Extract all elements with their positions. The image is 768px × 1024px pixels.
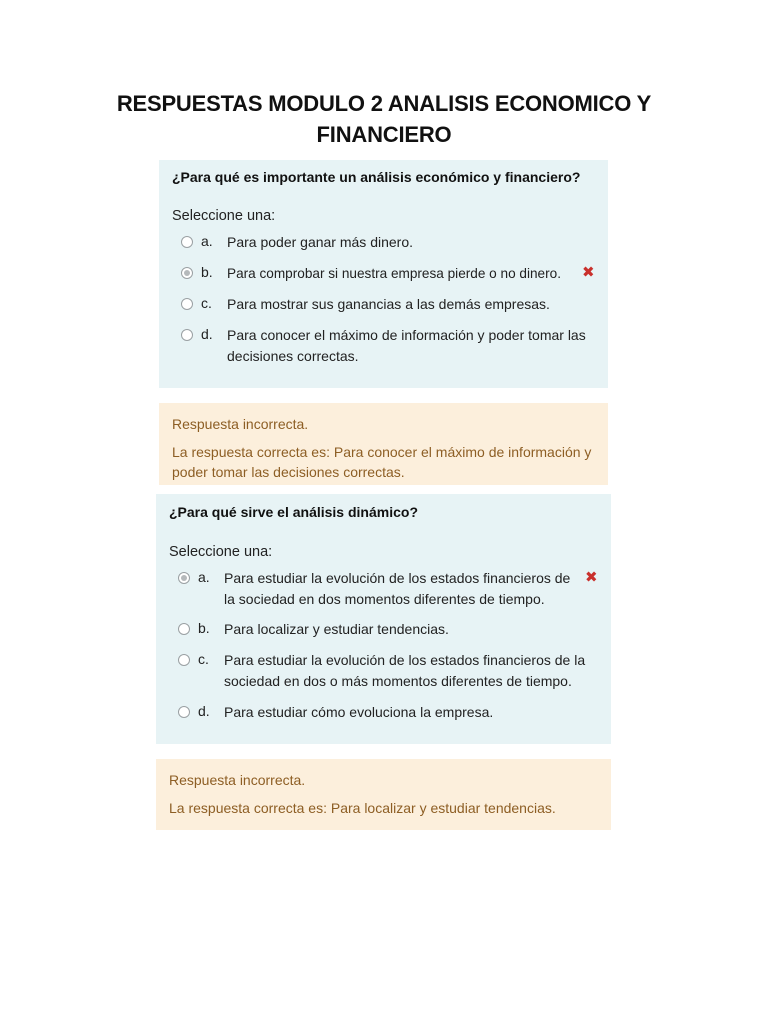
select-prompt: Seleccione una: — [172, 208, 276, 224]
option-letter: d. — [201, 326, 213, 342]
select-prompt: Seleccione una: — [169, 544, 273, 560]
radio-button[interactable] — [181, 329, 193, 341]
question-text: ¿Para qué sirve el análisis dinámico? — [169, 504, 418, 520]
option-letter: c. — [198, 651, 209, 667]
feedback-correct-answer: La respuesta correcta es: Para localizar y estudiar tendencias. — [169, 800, 556, 816]
option-c[interactable] — [156, 650, 611, 694]
radio-button[interactable] — [178, 706, 190, 718]
radio-button-selected[interactable] — [178, 572, 190, 584]
option-text: Para localizar y estudiar tendencias. — [224, 621, 449, 637]
option-b[interactable] — [156, 619, 611, 643]
feedback-correct-answer: La respuesta correcta es: Para conocer el máximo de información y poder tomar las decisiones correctas. — [172, 444, 592, 480]
radio-button[interactable] — [181, 236, 193, 248]
document-title: RESPUESTAS MODULO 2 ANALISIS ECONOMICO Y FINANCIERO — [116, 91, 652, 147]
option-c[interactable] — [159, 294, 608, 318]
question-2-box — [156, 494, 611, 744]
option-d[interactable] — [159, 325, 608, 369]
feedback-status: Respuesta incorrecta. — [169, 772, 306, 788]
incorrect-icon: ✖ — [582, 264, 595, 281]
option-text: Para estudiar la evolución de los estados financieros de la sociedad en dos momentos diferentes de tiempo. — [224, 570, 571, 607]
feedback-1-box — [159, 403, 608, 485]
radio-button[interactable] — [178, 654, 190, 666]
option-letter: d. — [198, 703, 210, 719]
option-a[interactable] — [156, 568, 611, 612]
feedback-status: Respuesta incorrecta. — [172, 416, 309, 432]
option-a[interactable] — [159, 232, 608, 256]
question-text: ¿Para qué es importante un análisis económico y financiero? — [172, 169, 581, 185]
option-letter: a. — [201, 233, 213, 249]
radio-button[interactable] — [181, 298, 193, 310]
option-letter: b. — [201, 264, 213, 280]
option-text: Para estudiar cómo evoluciona la empresa. — [224, 704, 494, 720]
radio-button[interactable] — [178, 623, 190, 635]
option-letter: c. — [201, 295, 212, 311]
question-1-box — [159, 160, 608, 388]
feedback-2-box — [156, 759, 611, 830]
option-letter: a. — [198, 569, 210, 585]
option-d[interactable] — [156, 702, 611, 726]
option-text: Para mostrar sus ganancias a las demás empresas. — [227, 296, 550, 312]
option-text: Para poder ganar más dinero. — [227, 234, 413, 250]
option-text: Para estudiar la evolución de los estados financieros de la sociedad en dos o más momentos diferentes de tiempo. — [224, 652, 586, 689]
incorrect-icon: ✖ — [585, 569, 598, 586]
option-text: Para conocer el máximo de información y poder tomar las decisiones correctas. — [227, 327, 586, 364]
option-letter: b. — [198, 620, 210, 636]
option-text: Para comprobar si nuestra empresa pierde o no dinero. — [227, 266, 561, 281]
option-b[interactable] — [159, 263, 608, 287]
radio-button-selected[interactable] — [181, 267, 193, 279]
